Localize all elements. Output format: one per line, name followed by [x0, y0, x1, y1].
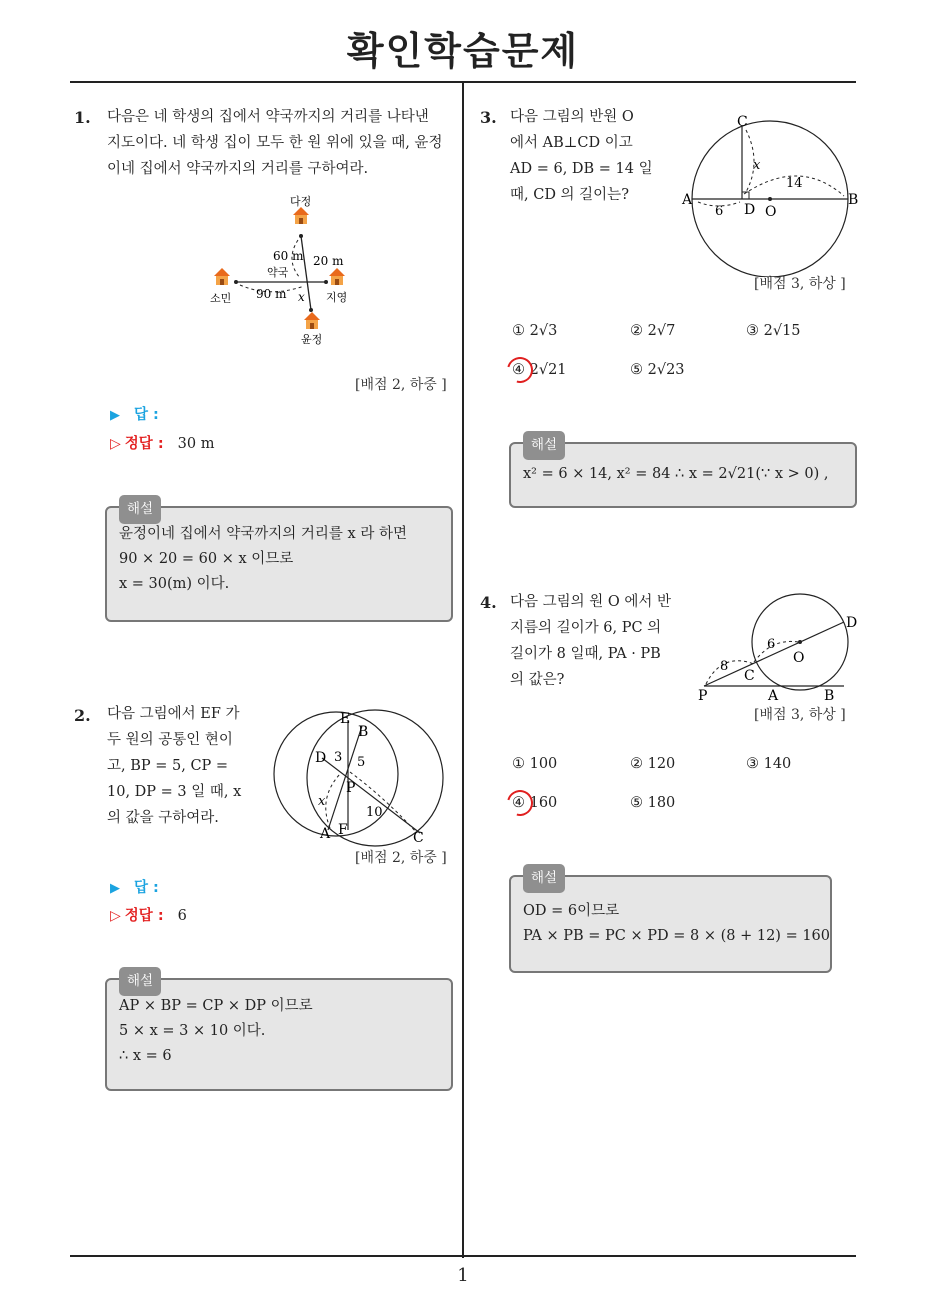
q4-circle-figure — [692, 592, 867, 707]
house-icon — [329, 268, 345, 285]
q3-score: [배점 3, 하상 ] — [754, 276, 846, 292]
correct-value: 6 — [177, 908, 187, 924]
q2-text — [107, 701, 257, 831]
q4-number: 4. — [480, 593, 497, 612]
label-6: 6 — [767, 637, 776, 652]
label-10: 10 — [366, 805, 383, 820]
column-divider — [462, 83, 464, 1258]
q2-line: 다음 그림에서 EF 가 — [107, 706, 240, 722]
q4-choice-2[interactable]: ② 120 — [630, 756, 676, 772]
expl-line: x = 30(m) 이다. — [119, 576, 230, 592]
q3-line: 에서 AB⊥CD 이고 — [510, 135, 633, 151]
label-A: A — [320, 826, 331, 842]
label-C: C — [737, 114, 748, 130]
q3-number: 3. — [480, 108, 497, 127]
label-E: E — [340, 711, 351, 727]
q1-correct-row — [110, 432, 214, 453]
q1-explanation — [105, 501, 453, 622]
q1-map-figure — [200, 190, 370, 350]
label-D: D — [744, 202, 756, 218]
answer-label: 답 : — [134, 880, 159, 896]
label-C: C — [744, 668, 755, 684]
q1-score: [배점 2, 하중 ] — [355, 377, 447, 393]
q2-number: 2. — [74, 706, 91, 725]
q3-explanation — [509, 437, 857, 508]
label-5: 5 — [357, 755, 366, 770]
house-icon — [304, 312, 320, 329]
label-B: B — [824, 688, 835, 704]
label-P: P — [698, 688, 708, 704]
expl-line: OD = 6이므로 — [523, 903, 620, 919]
play-outline-icon: ▷ — [110, 436, 121, 452]
label-O: O — [765, 204, 777, 220]
correct-label: 정답 : — [124, 436, 164, 452]
q4-choice-1[interactable]: ① 100 — [512, 756, 558, 772]
q1-line: 다음은 네 학생의 집에서 약국까지의 거리를 나타낸 — [107, 109, 429, 125]
label-yunjeong: 윤정 — [301, 333, 323, 346]
label-F: F — [338, 822, 348, 838]
label-x: x — [753, 158, 761, 173]
q3-choice-4[interactable]: ④ 2√21 — [512, 362, 567, 378]
label-8: 8 — [720, 659, 729, 674]
q4-score: [배점 3, 하상 ] — [754, 707, 846, 723]
label-somin: 소민 — [210, 292, 232, 305]
label-x: x — [318, 794, 326, 809]
expl-line: PA × PB = PC × PD = 8 × (8 + 12) = 160 — [523, 928, 831, 944]
q4-line: 길이가 8 일때, PA · PB — [510, 646, 661, 662]
q4-choice-4[interactable]: ④ 160 — [512, 795, 558, 811]
q3-selected-mark — [502, 352, 538, 388]
label-D: D — [315, 750, 327, 766]
play-outline-icon: ▷ — [110, 908, 121, 924]
expl-line: AP × BP = CP × DP 이므로 — [119, 998, 313, 1014]
q3-choice-3[interactable]: ③ 2√15 — [746, 323, 801, 339]
expl-line: ∴ x = 6 — [119, 1048, 172, 1064]
label-A: A — [682, 192, 693, 208]
q1-answer-row — [110, 403, 159, 424]
explanation-tag: 해설 — [523, 431, 565, 460]
label-6: 6 — [715, 204, 724, 219]
label-14: 14 — [786, 176, 803, 191]
label-C: C — [413, 830, 424, 846]
label-60m: 60 m — [273, 249, 304, 263]
q4-choice-5[interactable]: ⑤ 180 — [630, 795, 676, 811]
q4-line: 의 값은? — [510, 672, 565, 688]
q3-choice-2[interactable]: ② 2√7 — [630, 323, 676, 339]
explanation-tag: 해설 — [119, 495, 161, 524]
q3-text — [510, 104, 665, 208]
q2-line: 두 원의 공통인 현이 — [107, 732, 233, 748]
label-x: x — [298, 290, 305, 304]
label-O: O — [793, 650, 805, 666]
label-dajeong: 다정 — [290, 195, 312, 208]
label-B: B — [358, 724, 369, 740]
q1-text — [107, 104, 455, 182]
label-B: B — [848, 192, 859, 208]
q3-line: AD = 6, DB = 14 일 — [510, 161, 653, 177]
label-A: A — [768, 688, 779, 704]
q4-selected-mark — [502, 785, 538, 821]
label-20m: 20 m — [313, 254, 344, 268]
correct-value: 30 m — [177, 436, 215, 452]
expl-line: 90 × 20 = 60 × x 이므로 — [119, 551, 294, 567]
bottom-rule — [70, 1255, 856, 1257]
explanation-tag: 해설 — [523, 864, 565, 893]
play-icon: ▶ — [110, 408, 120, 423]
q3-line: 때, CD 의 길이는? — [510, 187, 629, 203]
label-jiyoung: 지영 — [326, 291, 348, 304]
play-icon: ▶ — [110, 881, 120, 896]
q2-answer-row — [110, 876, 159, 897]
q1-line: 지도이다. 네 학생 집이 모두 한 원 위에 있을 때, 윤정 — [107, 135, 443, 151]
q2-line: 고, BP = 5, CP = — [107, 758, 229, 774]
page-title: 확인학습문제 — [346, 29, 580, 73]
expl-line: x² = 6 × 14, x² = 84 ∴ x = 2√21(∵ x > 0) , — [523, 466, 829, 482]
q2-score: [배점 2, 하중 ] — [355, 850, 447, 866]
label-3: 3 — [334, 750, 343, 765]
expl-line: 윤정이네 집에서 약국까지의 거리를 x 라 하면 — [119, 526, 407, 542]
page-number: 1 — [457, 1265, 469, 1286]
label-90m: 90 m — [256, 287, 287, 301]
expl-line: 5 × x = 3 × 10 이다. — [119, 1023, 266, 1039]
label-pharmacy: 약국 — [267, 266, 289, 279]
q2-line: 10, DP = 3 일 때, x — [107, 784, 242, 800]
q3-line: 다음 그림의 반원 O — [510, 109, 634, 125]
q4-line: 지름의 길이가 6, PC 의 — [510, 620, 662, 636]
q4-line: 다음 그림의 원 O 에서 반 — [510, 594, 671, 610]
q2-circles-figure — [270, 708, 460, 848]
house-icon — [214, 268, 230, 285]
correct-label: 정답 : — [124, 908, 164, 924]
q4-explanation — [509, 870, 832, 973]
q3-choice-1[interactable]: ① 2√3 — [512, 323, 558, 339]
q1-number: 1. — [74, 108, 91, 127]
q4-text — [510, 589, 675, 693]
answer-label: 답 : — [134, 407, 159, 423]
q3-choice-5[interactable]: ⑤ 2√23 — [630, 362, 685, 378]
q3-circle-figure — [680, 112, 865, 277]
q2-correct-row — [110, 904, 187, 925]
explanation-tag: 해설 — [119, 967, 161, 996]
label-P: P — [346, 780, 356, 796]
q2-line: 의 값을 구하여라. — [107, 810, 219, 826]
q4-choice-3[interactable]: ③ 140 — [746, 756, 792, 772]
house-icon — [293, 207, 309, 224]
q2-explanation — [105, 973, 453, 1091]
q1-line: 이네 집에서 약국까지의 거리를 구하여라. — [107, 161, 369, 177]
label-D: D — [846, 615, 858, 631]
